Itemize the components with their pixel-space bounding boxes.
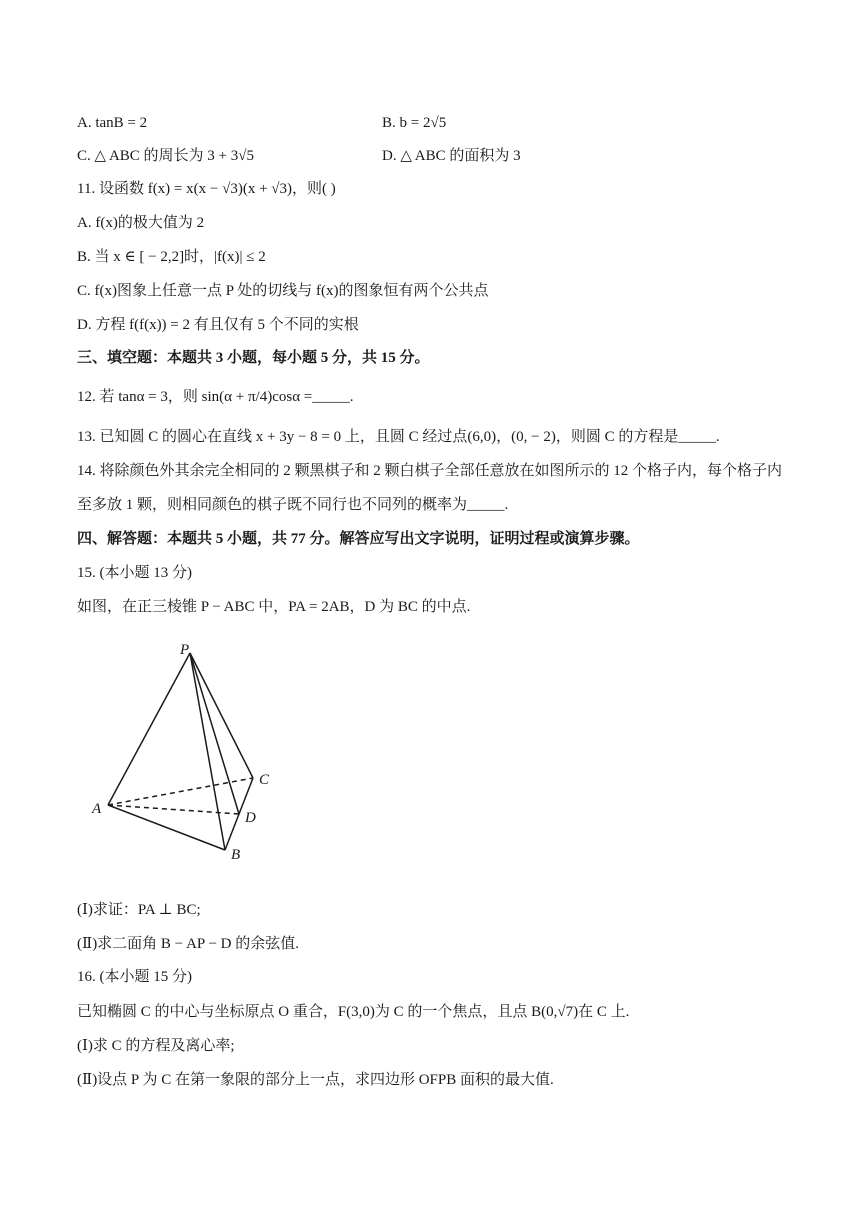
q15-stem: 如图，在正三棱锥 P − ABC 中，PA = 2AB，D 为 BC 的中点. [77,599,471,615]
section4-heading: 四、解答题：本题共 5 小题，共 77 分。解答应写出文字说明，证明过程或演算步骤。 [77,531,640,547]
label-a: A [92,801,102,817]
q14-line2: 至多放 1 颗，则相同颜色的棋子既不同行也不同列的概率为_____. [77,497,509,513]
q16-part2: (Ⅱ)设点 P 为 C 在第一象限的部分上一点，求四边形 OFPB 面积的最大值. [77,1072,554,1088]
q10-option-b: B. b = 2√5 [382,115,447,131]
q16-stem: 已知椭圆 C 的中心与坐标原点 O 重合，F(3,0)为 C 的一个焦点，且点 B(0,√7)在 C 上. [77,1004,630,1020]
q10-option-d: D. △ ABC 的面积为 3 [382,148,521,164]
label-b: B [231,847,241,863]
section3-heading: 三、填空题：本题共 3 小题，每小题 5 分，共 15 分。 [77,350,430,366]
q15-part1: (Ⅰ)求证：PA ⊥ BC; [77,902,201,918]
q16-part1: (Ⅰ)求 C 的方程及离心率; [77,1038,235,1054]
q15-part2: (Ⅱ)求二面角 B − AP − D 的余弦值. [77,936,299,952]
q11-option-c: C. f(x)图象上任意一点 P 处的切线与 f(x)的图象恒有两个公共点 [77,283,489,299]
edge-pa [108,653,190,805]
edge-ac-dashed [108,778,253,805]
q16-header: 16. (本小题 15 分) [77,969,192,985]
q13: 13. 已知圆 C 的圆心在直线 x + 3y − 8 = 0 上，且圆 C 经过点(6,0)，(0, − 2)，则圆 C 的方程是_____. [77,429,720,445]
q11-option-a: A. f(x)的极大值为 2 [77,215,205,231]
q10-option-c: C. △ ABC 的周长为 3 + 3√5 [77,148,254,164]
label-d: D [245,810,256,826]
q11-option-b: B. 当 x ∈ [ − 2,2]时，|f(x)| ≤ 2 [77,249,266,265]
q11-stem: 11. 设函数 f(x) = x(x − √3)(x + √3)，则( ) [77,181,336,197]
q12: 12. 若 tanα = 3，则 sin(α + π/4)cosα =_____. [77,389,354,405]
label-p: P [180,642,190,658]
q15-header: 15. (本小题 13 分) [77,565,192,581]
edge-pc [190,653,253,778]
q14-line1: 14. 将除颜色外其余完全相同的 2 颗黑棋子和 2 颗白棋子全部任意放在如图所示的 12 个格子内，每个格子内 [77,463,783,479]
q11-option-d: D. 方程 f(f(x)) = 2 有且仅有 5 个不同的实根 [77,317,359,333]
q10-option-a: A. tanB = 2 [77,115,148,131]
label-c: C [259,772,270,788]
pyramid-figure [88,640,278,865]
